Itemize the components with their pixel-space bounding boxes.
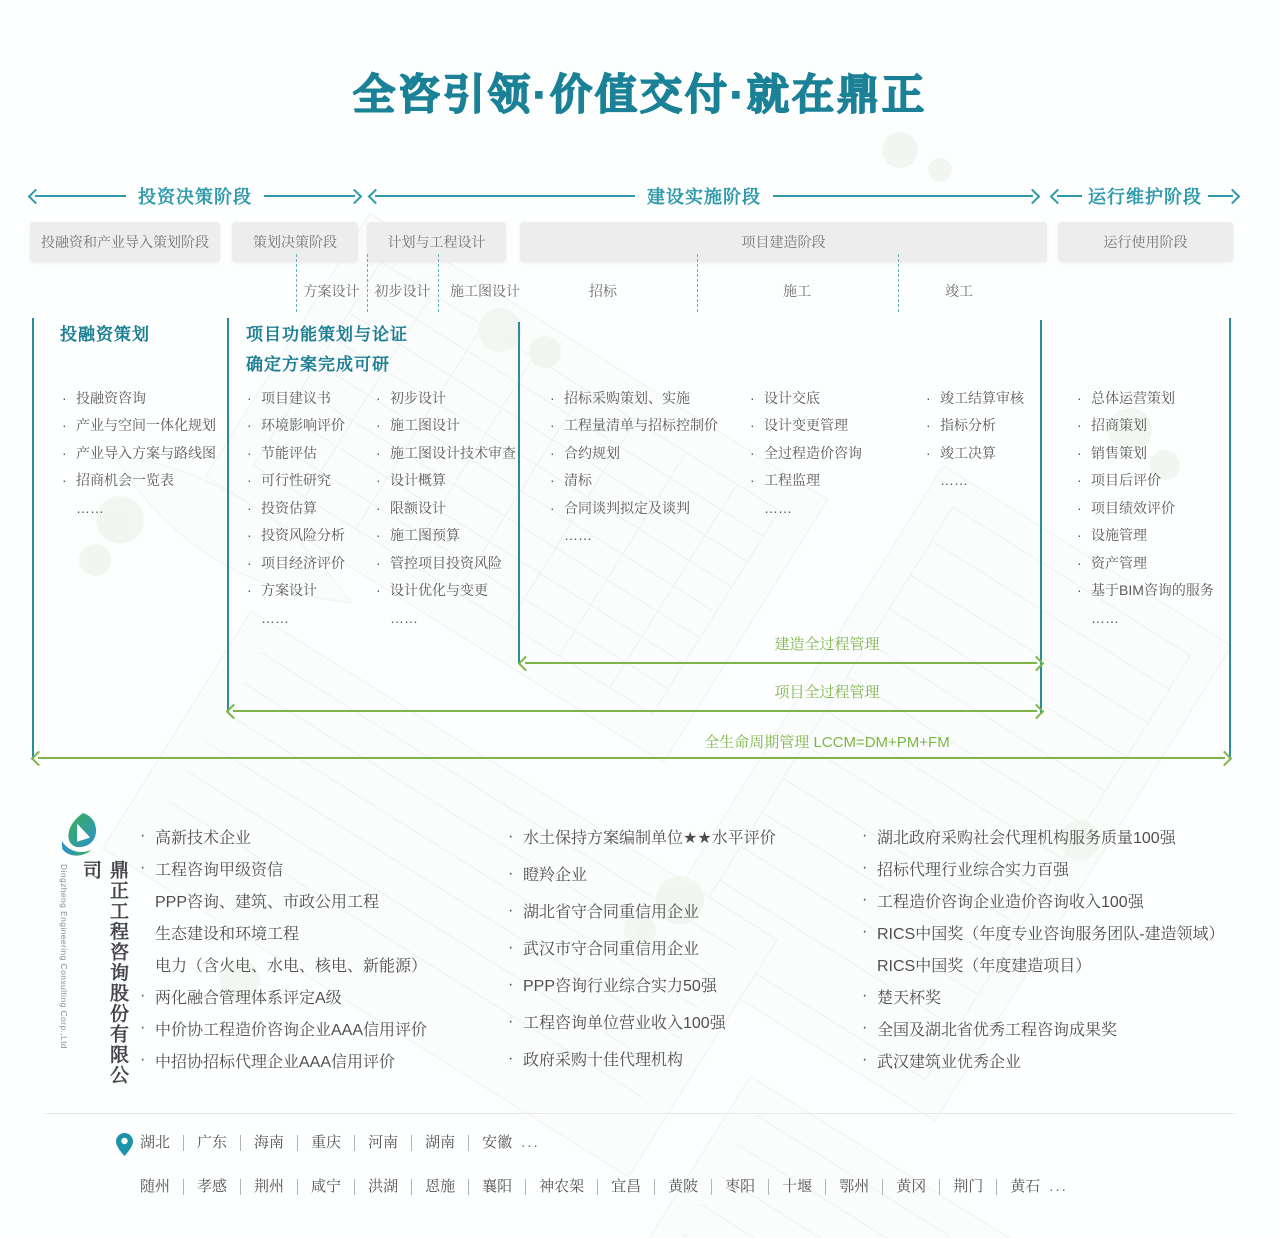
- bullet-dot: ·: [550, 444, 555, 461]
- list-item: [376, 412, 516, 440]
- bullet-dot: ·: [508, 1012, 514, 1030]
- credential-item: [862, 884, 1225, 916]
- credential-text: 电力（含火电、水电、核电、新能源）: [155, 957, 428, 975]
- list-item-text: 项目绩效评价: [1091, 499, 1175, 516]
- service-list-invest: [62, 384, 216, 522]
- bullet-dot: ·: [550, 417, 555, 434]
- bullet-dot: ·: [376, 582, 381, 599]
- arrow-line: [38, 757, 1225, 759]
- credential-item: [140, 1044, 427, 1076]
- credential-item: [140, 1012, 427, 1044]
- list-item: [247, 549, 345, 577]
- list-item: [247, 384, 345, 412]
- credential-text: 中价协工程造价咨询企业AAA信用评价: [155, 1021, 428, 1039]
- list-item: [376, 439, 516, 467]
- arrow-right-icon: [347, 188, 363, 204]
- bullet-dot: ·: [550, 499, 555, 516]
- phase-label: 建设实施阶段: [647, 187, 761, 207]
- bullet-dot: ·: [140, 987, 146, 1004]
- list-item-text: 基于BIM咨询的服务: [1091, 582, 1214, 599]
- list-item-text: 销售策划: [1091, 444, 1147, 461]
- list-item-text: ……: [564, 527, 592, 544]
- arrow-left-icon: [368, 188, 384, 204]
- credential-item: [862, 852, 1225, 884]
- list-item: [247, 467, 345, 495]
- list-item: [1077, 439, 1214, 467]
- list-item-text: 招商机会一览表: [76, 472, 174, 489]
- company-name-english: Dingzheng Engineering Consulting Corp.,Ltd: [59, 864, 69, 1050]
- credential-item: [140, 980, 427, 1012]
- list-item-text: 环境影响评价: [261, 417, 345, 434]
- bullet-dot: ·: [508, 938, 514, 956]
- header-project-function-1: 项目功能策划与论证: [246, 325, 408, 344]
- arrow-left-icon: [31, 750, 47, 766]
- credential-item: [140, 820, 427, 852]
- arrow-left-icon: [518, 655, 534, 671]
- city-name: 洪湖: [355, 1179, 412, 1195]
- list-item: [247, 604, 345, 632]
- list-item: [247, 412, 345, 440]
- credential-text: 政府采购十佳代理机构: [523, 1052, 684, 1069]
- footer-divider: [45, 1113, 1235, 1114]
- credential-text: 工程咨询甲级资信: [155, 861, 284, 879]
- list-item: [247, 439, 345, 467]
- bullet-dot: ·: [750, 389, 755, 406]
- list-item: [376, 384, 516, 412]
- substage-bidding: 招标: [589, 283, 617, 299]
- credential-item: [508, 892, 776, 929]
- city-name: 咸宁: [298, 1179, 355, 1195]
- arrow-line: [375, 195, 635, 197]
- bullet-dot: ·: [1077, 554, 1082, 571]
- arrow-right-icon: [1225, 188, 1241, 204]
- bullet-dot: ·: [376, 527, 381, 544]
- substage-scheme-design: 方案设计: [303, 283, 360, 299]
- stage-box-decision: 策划决策阶段: [232, 222, 358, 262]
- stage-box-build: 项目建造阶段: [520, 222, 1047, 262]
- list-item-text: ……: [390, 609, 418, 626]
- list-item: [62, 384, 216, 412]
- provinces-ellipsis: ...: [521, 1134, 540, 1151]
- credential-item: [862, 948, 1225, 980]
- mgmt-arrow-build-process: [520, 658, 1042, 668]
- list-item-text: 合同谈判拟定及谈判: [564, 499, 690, 516]
- list-item-text: ……: [76, 499, 104, 516]
- bullet-dot: ·: [62, 417, 67, 434]
- company-name-chinese: 鼎正工程咨询股份有限公司: [80, 860, 128, 1086]
- credential-text: 高新技术企业: [155, 829, 252, 847]
- city-name: 荆州: [241, 1179, 298, 1195]
- city-name: 枣阳: [712, 1179, 769, 1195]
- list-item-text: 项目经济评价: [261, 554, 345, 571]
- credential-item: [508, 929, 776, 966]
- arrow-line: [35, 195, 126, 197]
- bullet-dot: ·: [140, 1019, 146, 1036]
- list-item: [247, 522, 345, 550]
- bullet-dot: ·: [862, 923, 868, 940]
- list-item: [550, 439, 718, 467]
- bullet-dot: ·: [376, 389, 381, 406]
- bullet-dot: ·: [247, 472, 252, 489]
- list-item-text: 设计交底: [764, 389, 820, 406]
- credential-text: 工程造价咨询企业造价咨询收入100强: [877, 893, 1144, 911]
- map-pin-icon: [116, 1133, 133, 1156]
- city-name: 宜昌: [598, 1179, 655, 1195]
- list-item: [1077, 412, 1214, 440]
- credential-item: [862, 916, 1225, 948]
- bullet-dot: ·: [376, 472, 381, 489]
- section-line: [227, 318, 229, 713]
- mgmt-arrow-project-process: [228, 706, 1042, 716]
- service-list-bidding: [550, 384, 718, 549]
- credential-item: [862, 820, 1225, 852]
- bullet-dot: ·: [247, 389, 252, 406]
- province-name: 重庆: [298, 1135, 355, 1151]
- credential-item: [862, 1044, 1225, 1076]
- credential-text: 武汉市守合同重信用企业: [523, 941, 700, 958]
- list-item-text: 项目建议书: [261, 389, 331, 406]
- list-item-text: ……: [261, 609, 289, 626]
- city-name: 黄陂: [655, 1179, 712, 1195]
- arrow-line: [233, 710, 1037, 712]
- list-item-text: 产业导入方案与路线图: [76, 444, 216, 461]
- phase-arrow-investment: [30, 184, 360, 208]
- dingzheng-logo: [58, 812, 104, 862]
- arrow-left-icon: [226, 703, 242, 719]
- list-item-text: 全过程造价咨询: [764, 444, 862, 461]
- bullet-dot: ·: [508, 901, 514, 919]
- mgmt-label-build-process: 建造全过程管理: [774, 636, 880, 653]
- list-item-text: 节能评估: [261, 444, 317, 461]
- bullet-dot: ·: [376, 417, 381, 434]
- bullet-dot: ·: [750, 444, 755, 461]
- list-item: [62, 439, 216, 467]
- credential-item: [508, 1040, 776, 1077]
- bullet-dot: ·: [1077, 472, 1082, 489]
- list-item: [1077, 604, 1214, 632]
- credential-item: [508, 1003, 776, 1040]
- list-item: [550, 494, 718, 522]
- list-item: [1077, 494, 1214, 522]
- credential-item: [862, 980, 1225, 1012]
- credential-item: [508, 818, 776, 855]
- locations-cities-row: [140, 1178, 1068, 1195]
- list-item-text: ……: [940, 472, 968, 489]
- list-item: [550, 522, 718, 550]
- list-item: [1077, 467, 1214, 495]
- list-item: [550, 384, 718, 412]
- bullet-dot: ·: [862, 987, 868, 1004]
- bullet-dot: ·: [376, 444, 381, 461]
- list-item: [376, 549, 516, 577]
- arrow-right-icon: [1029, 703, 1045, 719]
- list-item: [376, 604, 516, 632]
- bullet-dot: ·: [376, 554, 381, 571]
- list-item-text: 可行性研究: [261, 472, 331, 489]
- bullet-dot: ·: [1077, 444, 1082, 461]
- substage-working-drawing: 施工图设计: [450, 283, 520, 299]
- credentials-column-1: [140, 820, 427, 1076]
- stage-box-financing: 投融资和产业导入策划阶段: [30, 222, 220, 262]
- credential-item: [862, 1012, 1225, 1044]
- credential-text: 瞪羚企业: [523, 867, 588, 884]
- list-item-text: 资产管理: [1091, 554, 1147, 571]
- cities-ellipsis: ...: [1049, 1178, 1068, 1195]
- list-item: [247, 577, 345, 605]
- city-name: 随州: [140, 1179, 184, 1195]
- bullet-dot: ·: [247, 582, 252, 599]
- bullet-dot: ·: [508, 864, 514, 882]
- bullet-dot: ·: [862, 1019, 868, 1036]
- list-item: [1077, 522, 1214, 550]
- province-name: 湖北: [140, 1135, 184, 1151]
- phase-label: 投资决策阶段: [138, 187, 252, 207]
- dashed-divider: [438, 254, 439, 312]
- arrow-left-icon: [1050, 188, 1066, 204]
- credential-text: 全国及湖北省优秀工程咨询成果奖: [877, 1021, 1118, 1039]
- list-item-text: 合约规划: [564, 444, 620, 461]
- list-item-text: 设计变更管理: [764, 417, 848, 434]
- mgmt-arrow-lifecycle: [33, 753, 1230, 763]
- bullet-dot: ·: [1077, 582, 1082, 599]
- bullet-dot: ·: [862, 891, 868, 908]
- list-item-text: 初步设计: [390, 389, 446, 406]
- locations-provinces-row: [140, 1134, 540, 1151]
- section-line: [1040, 320, 1042, 713]
- bullet-dot: ·: [1077, 389, 1082, 406]
- list-item: [62, 412, 216, 440]
- service-list-planning-b: [376, 384, 516, 632]
- service-list-completion: [926, 384, 1024, 494]
- bullet-dot: ·: [926, 444, 931, 461]
- credential-text: 生态建设和环境工程: [155, 925, 300, 943]
- province-name: 海南: [241, 1135, 298, 1151]
- list-item-text: 投融资咨询: [76, 389, 146, 406]
- list-item-text: 产业与空间一体化规划: [76, 417, 216, 434]
- credential-item: [140, 916, 427, 948]
- bullet-dot: ·: [550, 389, 555, 406]
- list-item: [376, 522, 516, 550]
- bullet-dot: ·: [862, 827, 868, 844]
- city-name: 荆门: [940, 1179, 997, 1195]
- bullet-dot: ·: [926, 417, 931, 434]
- credential-text: PPP咨询、建筑、市政公用工程: [155, 893, 380, 911]
- mgmt-label-lifecycle: 全生命周期管理 LCCM=DM+PM+FM: [704, 734, 950, 751]
- credential-text: 水土保持方案编制单位★★水平评价: [523, 830, 776, 847]
- section-line: [32, 318, 34, 760]
- bullet-dot: ·: [508, 1049, 514, 1067]
- list-item: [62, 494, 216, 522]
- bullet-dot: ·: [508, 827, 514, 845]
- credentials-column-3: [862, 820, 1225, 1076]
- dashed-divider: [367, 254, 368, 312]
- list-item-text: ……: [764, 499, 792, 516]
- bullet-dot: ·: [750, 472, 755, 489]
- list-item-text: 设计优化与变更: [390, 582, 488, 599]
- bullet-dot: ·: [508, 975, 514, 993]
- arrow-left-icon: [28, 188, 44, 204]
- bullet-dot: ·: [140, 827, 146, 844]
- mgmt-label-project-process: 项目全过程管理: [774, 684, 880, 701]
- bullet-dot: ·: [862, 1051, 868, 1068]
- dashed-divider: [296, 254, 297, 312]
- list-item: [550, 467, 718, 495]
- list-item-text: 竣工决算: [940, 444, 996, 461]
- bullet-dot: ·: [140, 1051, 146, 1068]
- list-item-text: 指标分析: [940, 417, 996, 434]
- bullet-dot: ·: [62, 389, 67, 406]
- list-item-text: ……: [1091, 609, 1119, 626]
- province-name: 河南: [355, 1135, 412, 1151]
- list-item: [926, 384, 1024, 412]
- service-list-construction: [750, 384, 862, 522]
- credential-text: 招标代理行业综合实力百强: [877, 861, 1070, 879]
- section-line: [518, 322, 520, 663]
- list-item-text: 招标采购策划、实施: [564, 389, 690, 406]
- phase-label: 运行维护阶段: [1088, 187, 1202, 207]
- credential-item: [140, 884, 427, 916]
- list-item-text: 招商策划: [1091, 417, 1147, 434]
- list-item: [926, 412, 1024, 440]
- arrow-right-icon: [1025, 188, 1041, 204]
- bullet-dot: ·: [862, 859, 868, 876]
- province-name: 湖南: [412, 1135, 469, 1151]
- bullet-dot: ·: [1077, 417, 1082, 434]
- phase-arrow-construction: [370, 184, 1038, 208]
- bullet-dot: ·: [247, 444, 252, 461]
- list-item-text: 管控项目投资风险: [390, 554, 502, 571]
- list-item: [1077, 577, 1214, 605]
- city-name: 恩施: [412, 1179, 469, 1195]
- bullet-dot: ·: [62, 472, 67, 489]
- section-line: [1229, 318, 1231, 760]
- credential-item: [140, 852, 427, 884]
- list-item-text: 设计概算: [390, 472, 446, 489]
- header-project-function-2: 确定方案完成可研: [246, 355, 390, 374]
- dashed-divider: [697, 254, 698, 312]
- bullet-dot: ·: [376, 499, 381, 516]
- bullet-dot: ·: [247, 554, 252, 571]
- credential-text: 湖北政府采购社会代理机构服务质量100强: [877, 829, 1176, 847]
- substage-construction: 施工: [783, 283, 811, 299]
- list-item-text: 施工图预算: [390, 527, 460, 544]
- service-list-operation: [1077, 384, 1214, 632]
- list-item-text: 工程监理: [764, 472, 820, 489]
- substage-prelim-design: 初步设计: [374, 283, 431, 299]
- header-investment-planning: 投融资策划: [60, 325, 150, 344]
- city-name: 十堰: [769, 1179, 826, 1195]
- substage-completion: 竣工: [945, 283, 973, 299]
- bullet-dot: ·: [1077, 527, 1082, 544]
- bullet-dot: ·: [1077, 499, 1082, 516]
- list-item: [750, 439, 862, 467]
- list-item-text: 限额设计: [390, 499, 446, 516]
- list-item: [926, 439, 1024, 467]
- bullet-dot: ·: [247, 499, 252, 516]
- list-item-text: 清标: [564, 472, 592, 489]
- list-item-text: 投资风险分析: [261, 527, 345, 544]
- city-name: 黄冈: [883, 1179, 940, 1195]
- list-item: [750, 384, 862, 412]
- list-item-text: 方案设计: [261, 582, 317, 599]
- province-list: [140, 1135, 521, 1151]
- credential-text: 中招协招标代理企业AAA信用评价: [155, 1053, 396, 1071]
- city-name: 襄阳: [469, 1179, 526, 1195]
- list-item-text: 施工图设计技术审查: [390, 444, 516, 461]
- credential-text: 工程咨询单位营业收入100强: [523, 1015, 726, 1032]
- list-item: [376, 467, 516, 495]
- list-item: [376, 494, 516, 522]
- list-item-text: 设施管理: [1091, 527, 1147, 544]
- list-item: [376, 577, 516, 605]
- list-item-text: 项目后评价: [1091, 472, 1161, 489]
- credential-text: 两化融合管理体系评定A级: [155, 989, 342, 1007]
- city-name: 孝感: [184, 1179, 241, 1195]
- dashed-divider: [898, 254, 899, 312]
- list-item: [1077, 549, 1214, 577]
- credential-item: [508, 855, 776, 892]
- credential-text: PPP咨询行业综合实力50强: [523, 978, 717, 995]
- list-item-text: 竣工结算审核: [940, 389, 1024, 406]
- bullet-dot: ·: [247, 527, 252, 544]
- list-item-text: 投资估算: [261, 499, 317, 516]
- bullet-dot: ·: [550, 472, 555, 489]
- credential-text: 楚天杯奖: [877, 989, 942, 1007]
- arrow-line: [773, 195, 1033, 197]
- list-item: [750, 467, 862, 495]
- service-list-planning-a: [247, 384, 345, 632]
- credential-item: [140, 948, 427, 980]
- arrow-line: [264, 195, 355, 197]
- page-title: 全咨引领·价值交付·就在鼎正: [353, 71, 927, 118]
- list-item: [62, 467, 216, 495]
- city-name: 鄂州: [826, 1179, 883, 1195]
- province-name: 广东: [184, 1135, 241, 1151]
- arrow-right-icon: [1217, 750, 1233, 766]
- list-item: [750, 494, 862, 522]
- city-name: 神农架: [526, 1179, 598, 1195]
- stage-box-design: 计划与工程设计: [367, 222, 506, 262]
- credential-text: 武汉建筑业优秀企业: [877, 1053, 1022, 1071]
- province-name: 安徽: [482, 1133, 513, 1151]
- credentials-column-2: [508, 818, 776, 1077]
- credential-text: 湖北省守合同重信用企业: [523, 904, 700, 921]
- city-list: [140, 1179, 1049, 1195]
- credential-item: [508, 966, 776, 1003]
- list-item-text: 总体运营策划: [1091, 389, 1175, 406]
- list-item: [247, 494, 345, 522]
- arrow-line: [525, 662, 1037, 664]
- bullet-dot: ·: [140, 859, 146, 876]
- credential-text: RICS中国奖（年度专业咨询服务团队-建造领域）: [877, 925, 1225, 943]
- list-item: [1077, 384, 1214, 412]
- bullet-dot: ·: [247, 417, 252, 434]
- list-item: [550, 412, 718, 440]
- city-name: 黄石: [1010, 1177, 1041, 1195]
- credential-text: RICS中国奖（年度建造项目）: [877, 957, 1092, 975]
- bullet-dot: ·: [750, 417, 755, 434]
- list-item-text: 施工图设计: [390, 417, 460, 434]
- list-item: [750, 412, 862, 440]
- phase-arrow-operation: [1052, 184, 1238, 208]
- bullet-dot: ·: [926, 389, 931, 406]
- bullet-dot: ·: [62, 444, 67, 461]
- stage-box-use: 运行使用阶段: [1058, 222, 1233, 262]
- list-item-text: 工程量清单与招标控制价: [564, 417, 718, 434]
- list-item: [926, 467, 1024, 495]
